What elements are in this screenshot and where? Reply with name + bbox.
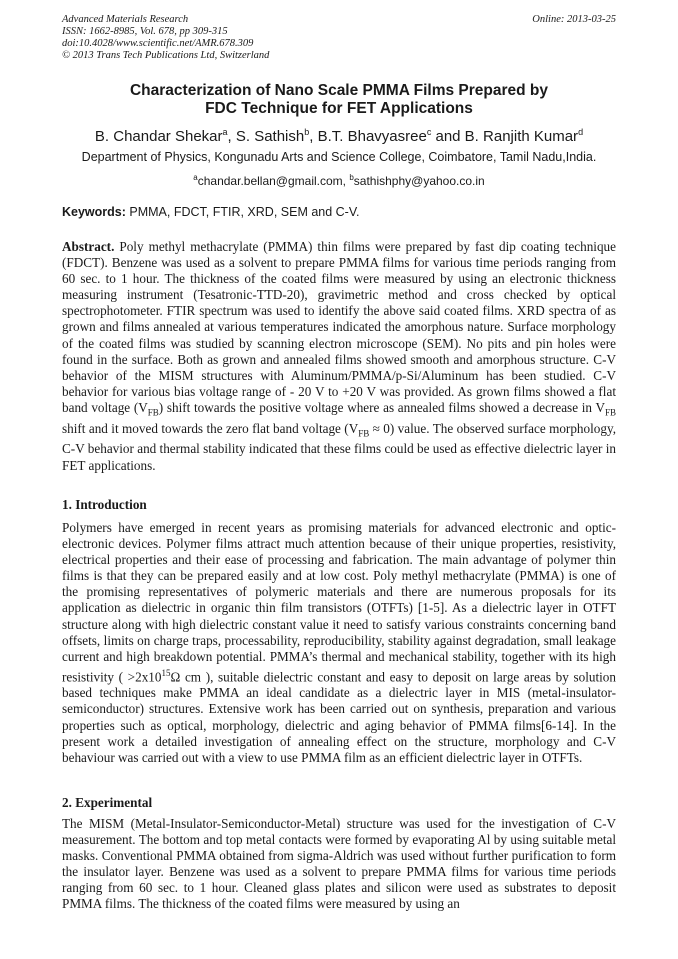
email-a: chandar.bellan@gmail.com, (197, 174, 350, 188)
copyright-line: © 2013 Trans Tech Publications Ltd, Switzerland (62, 50, 270, 61)
intro-sup: 15 (161, 667, 171, 678)
author-4-sup: d (578, 127, 584, 137)
experimental-paragraph: The MISM (Metal-Insulator-Semiconductor-Metal) structure was used for the investigation of C-V measurement. The bottom and top metal contacts were formed by evaporating Al by using suitable metal masks. Conventional PMMA obtained from sigma-Aldrich was used without further purification to form the insulator layer. Benzene was used as a solvent to prepare PMMA films for various time periods ranging from 60 sec. to 1 hour. Cleaned glass plates and silicon were used as substrates to deposit PMMA films. The thickness of the coated films were measured by using an (62, 816, 616, 912)
doi-line: doi:10.4028/www.scientific.net/AMR.678.309 (62, 38, 254, 49)
author-3: , B.T. Bhavyasree (309, 128, 427, 145)
abstract-text-4: ≈ 0) value. The observed surface morphology, C-V behavior and thermal stability indicated that these films could be used as effective dielectric layer in FET applications. (62, 420, 616, 473)
journal-header (62, 14, 616, 62)
title-line-1: Characterization of Nano Scale PMMA Films Prepared by (129, 82, 549, 99)
title-line-2: FDC Technique for FET Applications (205, 100, 473, 117)
abstract-label: Abstract. (62, 239, 115, 254)
abstract-text-2: ) shift towards the positive voltage where as annealed films showed a decrease in V (158, 399, 605, 415)
introduction-paragraph (62, 520, 616, 766)
author-1: B. Chandar Shekar (94, 128, 223, 145)
affiliation: Department of Physics, Kongunadu Arts and Science College, Coimbatore, Tamil Nadu,India. (81, 150, 597, 164)
email-b-sup: b (349, 173, 354, 182)
keywords (62, 205, 616, 220)
online-date: Online: 2013-03-25 (532, 14, 616, 25)
keywords-label: Keywords: (62, 205, 126, 219)
introduction-heading: 1. Introduction (62, 497, 147, 512)
abstract-sub-2: FB (604, 407, 616, 418)
author-2: , S. Sathish (227, 128, 305, 145)
author-list (62, 123, 616, 146)
author-emails (62, 170, 616, 189)
abstract-sub-1: FB (147, 407, 159, 418)
abstract-sub-3: FB (358, 428, 370, 439)
author-1-sup: a (222, 127, 228, 137)
abstract-text-3: shift and it moved towards the zero flat band voltage (V (62, 420, 359, 436)
issn-line: ISSN: 1662-8985, Vol. 678, pp 309-315 (62, 26, 228, 37)
email-a-sup: a (193, 173, 198, 182)
email-b: sathishphy@yahoo.co.in (353, 174, 485, 188)
author-4: and B. Ranjith Kumar (431, 128, 579, 145)
experimental-heading: 2. Experimental (62, 795, 153, 810)
intro-text-2: Ω cm ), suitable dielectric constant and easy to deposit on large areas by solution based techniques make PMMA an ideal candidate as a dielectric layer in MIS (metal-insulator-semiconductor) structures. Extensive work has been carried out on synthesis, preparation and various properties such as optical, morphology, dielectric and aging behavior of PMMA films[6-14]. In the present work a detailed investigation of annealing effect on the structure, morphology and C-V behaviour was carried out with a view to use PMMA film as an efficient dielectric layer in OTFTs. (62, 669, 616, 765)
intro-text-1: Polymers have emerged in recent years as promising materials for advanced electronic and optic-electronic devices. Polymer films attract much attention because of their unique properties, resistivity, electrical properties and their ease of processing and fabrication. The main advantage of polymer thin films is that they can be prepared easily and at low cost. Poly methyl methacrylate (PMMA) is one of the promising representatives of polymeric materials and there are numerous proposals for its application as dielectric in organic thin film transistors (OTFTs) [1-5]. As a dielectric layer in OTFT structure along with high dielectric constant value it need to satisfy various constraints concerning band offsets, limits on charge traps, processability, reproducibility, stability against degradation, small leakage current and high breakdown potential. PMMA’s thermal and mechanical stability, together with its high resistivity ( >2x10 (62, 520, 616, 685)
author-3-sup: c (426, 127, 432, 137)
keywords-text: PMMA, FDCT, FTIR, XRD, SEM and C-V. (125, 205, 360, 219)
abstract (62, 239, 616, 474)
journal-name: Advanced Materials Research (62, 14, 189, 25)
abstract-text-1: Poly methyl methacrylate (PMMA) thin films were prepared by fast dip coating technique (FDCT). Benzene was used as a solvent to prepare PMMA films for various time periods ranging from 60 sec. to 1 hour. The thickness of the coated films were measured by using an electronic thickness measuring instrument (Tesatronic-TTD-20), gravimetric method and cross checked by optical spectrophotometer. FTIR spectrum was used to identify the above said coated films. XRD spectra of as grown and films annealed at various temperatures indicated the amorphous nature. Surface morphology of the coated films was studied by scanning electron microscope (SEM). No pits and pin holes were found in the surface. Both as grown and annealed films showed smooth and amorphous structure. C-V behavior of the MISM structures with Aluminum/PMMA/p-Si/Aluminum has been studied. C-V behavior for various bias voltage range of - 20 V to +20 V was provided. As grown films showed a flat band voltage (V (62, 239, 616, 415)
paper-title (62, 82, 616, 118)
author-2-sup: b (304, 127, 310, 137)
